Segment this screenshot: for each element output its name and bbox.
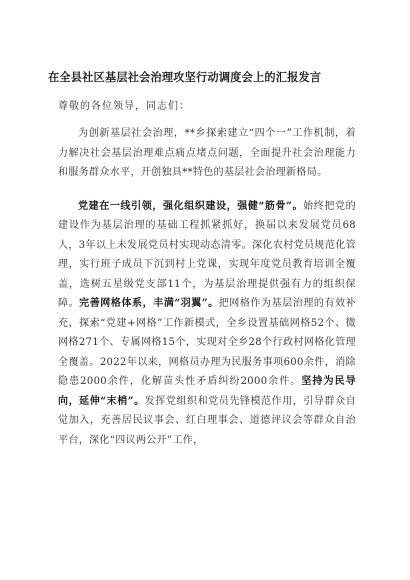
greeting: 尊敬的各位领导，同志们： (58, 101, 190, 112)
heading-party-building: 党建在一线引领，强化组织建设，强健“筋骨”。 (78, 200, 304, 212)
text-people-oriented: 发挥党组织和党员先锋模范作用，引导群众自觉加入，充善居民议事会、红白理事会、道德评议会等群众自治平台，深化“四议两公开”工作， (58, 395, 357, 446)
paragraph-intro: 为创新基层社会治理，**乡探索建立“四个一”工作机制，着力解决社会基层治理难点痛点堵点问题，全面提升社会治理能力和服务群众水平，开创独具**特色的基层社会治理新格局。 (58, 128, 356, 178)
heading-grid-system: 完善网格体系，丰满“羽翼”。 (79, 298, 219, 309)
document-body (58, 124, 356, 450)
text-party-building: 始终把党的建设作为基层治理的基础工程抓紧抓好，换届以来发展党员68人，3年以上未发展党员村实现动态清零。深化农村党员规范化管理，实行班子成员下沉到村上党课，实现年度党员教育培训全覆盖，选树五星级党支部11个，为基层治理提供强有力的组织保障。 (58, 200, 356, 309)
text-grid-system: 把网格作为基层治理的有效补充，探索“党建+网格”工作新模式，全乡设置基础网格52个、微网格271个、专属网格15个，实现对全乡28个行政村网格化管理全覆盖。2022年以来，网格员办理为民服务事项600余件，消除隐患2000余件，化解苗头性矛盾纠纷2000余件。 (58, 298, 356, 387)
document-title: 在全县社区基层社会治理攻坚行动调度会上的汇报发言 (48, 70, 322, 84)
heading-people-oriented: 坚持为民导向，延伸“末梢”。 (58, 376, 356, 407)
paragraph-party-building (58, 197, 356, 451)
